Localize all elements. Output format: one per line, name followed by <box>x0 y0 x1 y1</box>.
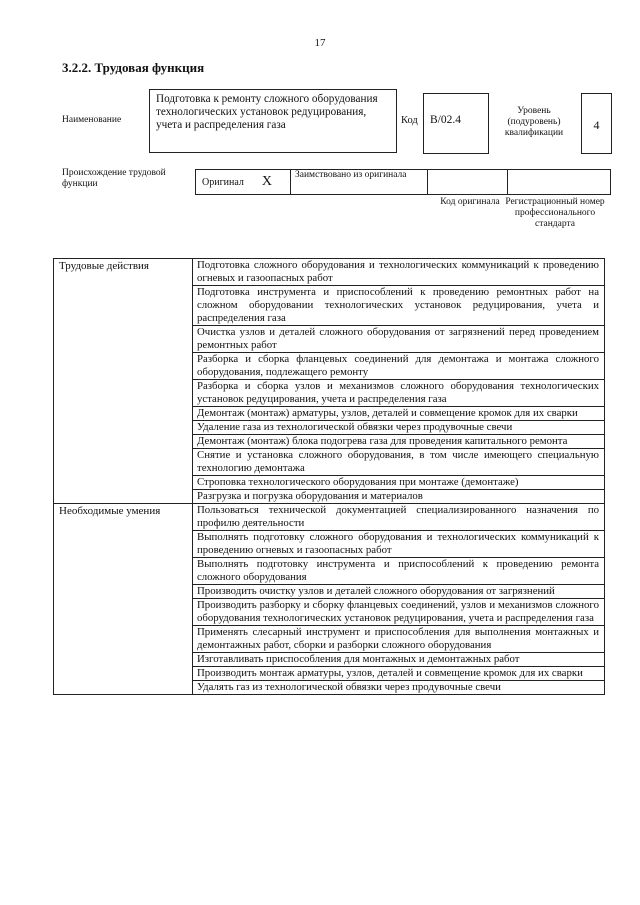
item-cell: Разборка и сборка узлов и механизмов сложного оборудования технологических установок редуцирования, учета и распределения газа <box>193 380 605 407</box>
item-cell: Разборка и сборка фланцевых соединений для демонтажа и монтажа сложного оборудования, подлежащего ремонту <box>193 353 605 380</box>
level-label: Уровень (подуровень) квалификации <box>504 106 564 138</box>
section-title: 3.2.2. Трудовая функция <box>62 60 205 75</box>
origin-row <box>195 169 611 195</box>
item-cell: Удалять газ из технологической обвязки через продувочные свечи <box>193 681 605 695</box>
item-cell: Производить монтаж арматуры, узлов, деталей и совмещение кромок для их сварки <box>193 667 605 681</box>
item-cell: Подготовка сложного оборудования и технологических коммуникаций к проведению огневых и газоопасных работ <box>193 259 605 286</box>
reg-number-cell <box>508 170 610 194</box>
section-title-cell: Необходимые умения <box>54 504 193 695</box>
item-cell: Выполнять подготовку сложного оборудования и технологических коммуникаций к проведению огневых и газоопасных работ <box>193 531 605 558</box>
item-cell: Снятие и установка сложного оборудования, в том числе имеющего специальную технологию демонтажа <box>193 449 605 476</box>
original-cell <box>196 170 291 194</box>
item-cell: Удаление газа из технологической обвязки через продувочные свечи <box>193 421 605 435</box>
item-cell: Пользоваться технической документацией специализированного назначения по профилю деятельности <box>193 504 605 531</box>
item-cell: Строповка технологического оборудования при монтаже (демонтаже) <box>193 476 605 490</box>
name-label: Наименование <box>62 115 122 125</box>
code-box: В/02.4 <box>423 93 489 154</box>
original-label: Оригинал <box>202 176 244 188</box>
item-cell: Производить очистку узлов и деталей сложного оборудования от загрязнений <box>193 585 605 599</box>
page-number: 17 <box>314 37 326 49</box>
item-cell: Производить разборку и сборку фланцевых соединений, узлов и механизмов сложного оборудования технологических установок редуцирования, учета и распределения газа <box>193 599 605 626</box>
item-cell: Применять слесарный инструмент и приспособления для выполнения монтажных и демонтажных работ, сборки и разборки сложного оборудования <box>193 626 605 653</box>
item-cell: Демонтаж (монтаж) блока подогрева газа для проведения капитального ремонта <box>193 435 605 449</box>
table-row <box>54 259 605 286</box>
item-cell: Разгрузка и погрузка оборудования и материалов <box>193 490 605 504</box>
item-cell: Подготовка инструмента и приспособлений к проведению ремонтных работ на сложном оборудовании технологических установок редуцирования, учета и распределения газа <box>193 286 605 326</box>
item-cell: Очистка узлов и деталей сложного оборудования от загрязнений перед проведением ремонтных работ <box>193 326 605 353</box>
table-row <box>54 504 605 531</box>
function-name-box: Подготовка к ремонту сложного оборудования технологических установок редуцирования, учета и распределения газа <box>149 89 397 153</box>
function-details-table <box>53 258 605 695</box>
original-mark: Х <box>261 174 273 189</box>
level-box: 4 <box>581 93 612 154</box>
item-cell: Выполнять подготовку инструмента и приспособлений к проведению ремонта сложного оборудования <box>193 558 605 585</box>
reg-number-caption: Регистрационный номер профессионального стандарта <box>505 197 605 229</box>
item-cell: Демонтаж (монтаж) арматуры, узлов, деталей и совмещение кромок для их сварки <box>193 407 605 421</box>
code-label: Код <box>401 115 418 126</box>
item-cell: Изготавливать приспособления для монтажных и демонтажных работ <box>193 653 605 667</box>
code-original-cell <box>428 170 508 194</box>
borrowed-cell: Заимствовано из оригинала <box>291 170 428 194</box>
section-title-cell: Трудовые действия <box>54 259 193 504</box>
origin-label: Происхождение трудовой функции <box>62 168 166 189</box>
code-original-caption: Код оригинала <box>440 197 500 207</box>
